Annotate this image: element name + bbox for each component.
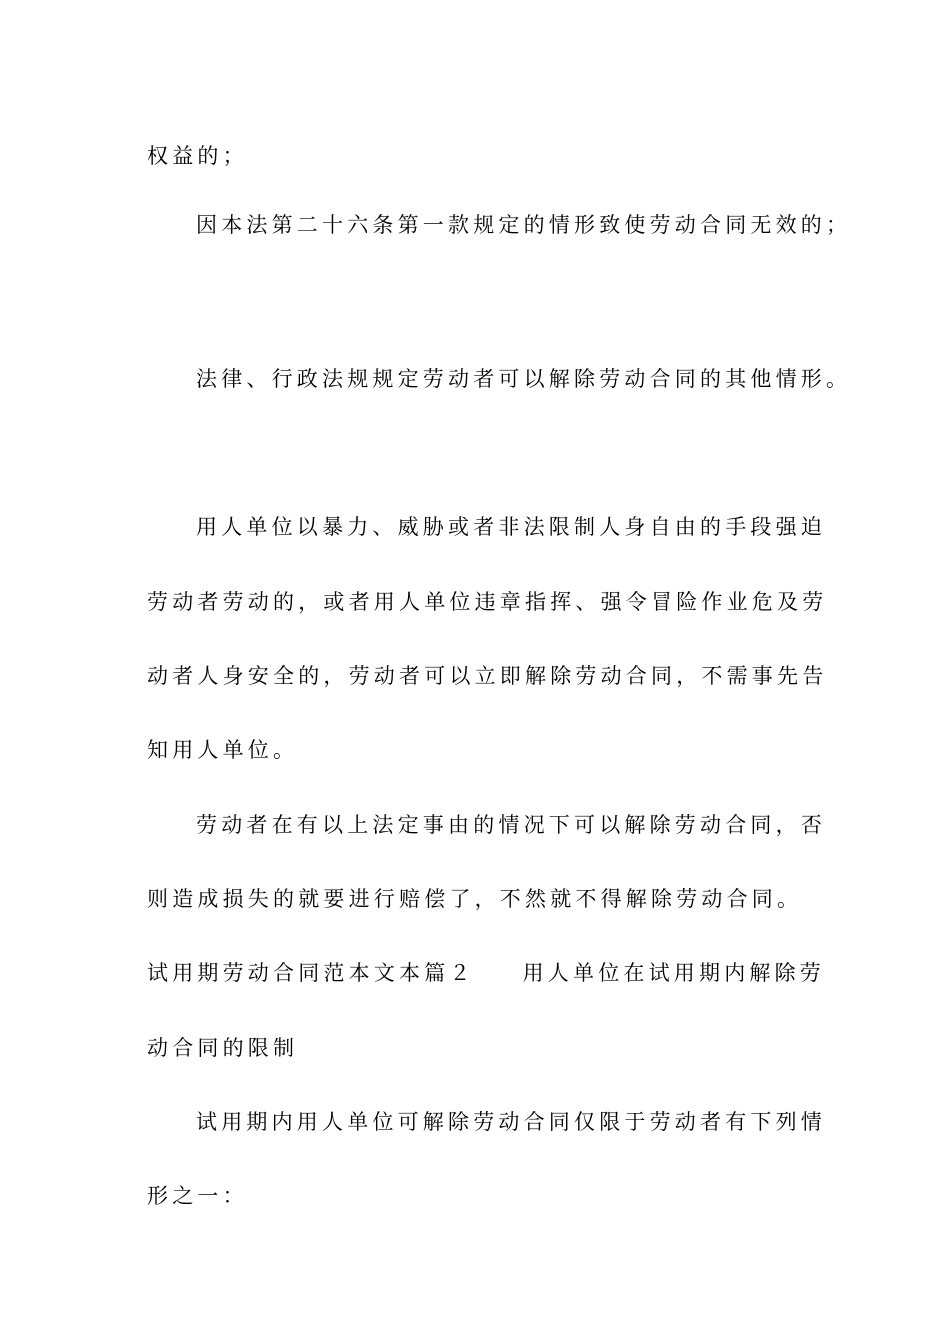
paragraph-line: 劳动者在有以上法定事由的情况下可以解除劳动合同，否 xyxy=(196,813,826,837)
paragraph-line: 劳动者劳动的，或者用人单位违章指挥、强令冒险作业危及劳 xyxy=(147,590,828,614)
section-heading-continued: 动合同的限制 xyxy=(147,1036,299,1060)
section-heading-tail: 用人单位在试用期内解除劳 xyxy=(522,961,826,985)
section-heading-title: 试用期劳动合同范本文本篇２ xyxy=(147,961,475,985)
paragraph-line: 试用期内用人单位可解除劳动合同仅限于劳动者有下列情 xyxy=(196,1110,826,1134)
paragraph-line: 动者人身安全的，劳动者可以立即解除劳动合同，不需事先告 xyxy=(147,664,828,688)
paragraph-line: 权益的； xyxy=(147,144,248,168)
paragraph-line: 法律、行政法规规定劳动者可以解除劳动合同的其他情形。 xyxy=(196,367,852,391)
paragraph-line: 则造成损失的就要进行赔偿了，不然就不得解除劳动合同。 xyxy=(147,887,803,911)
paragraph-line: 因本法第二十六条第一款规定的情形致使劳动合同无效的； xyxy=(196,213,852,237)
paragraph-line: 用人单位以暴力、威胁或者非法限制人身自由的手段强迫 xyxy=(196,515,826,539)
paragraph-line: 知用人单位。 xyxy=(147,738,299,762)
section-heading xyxy=(147,959,825,987)
paragraph-line: 形之一： xyxy=(147,1184,248,1208)
